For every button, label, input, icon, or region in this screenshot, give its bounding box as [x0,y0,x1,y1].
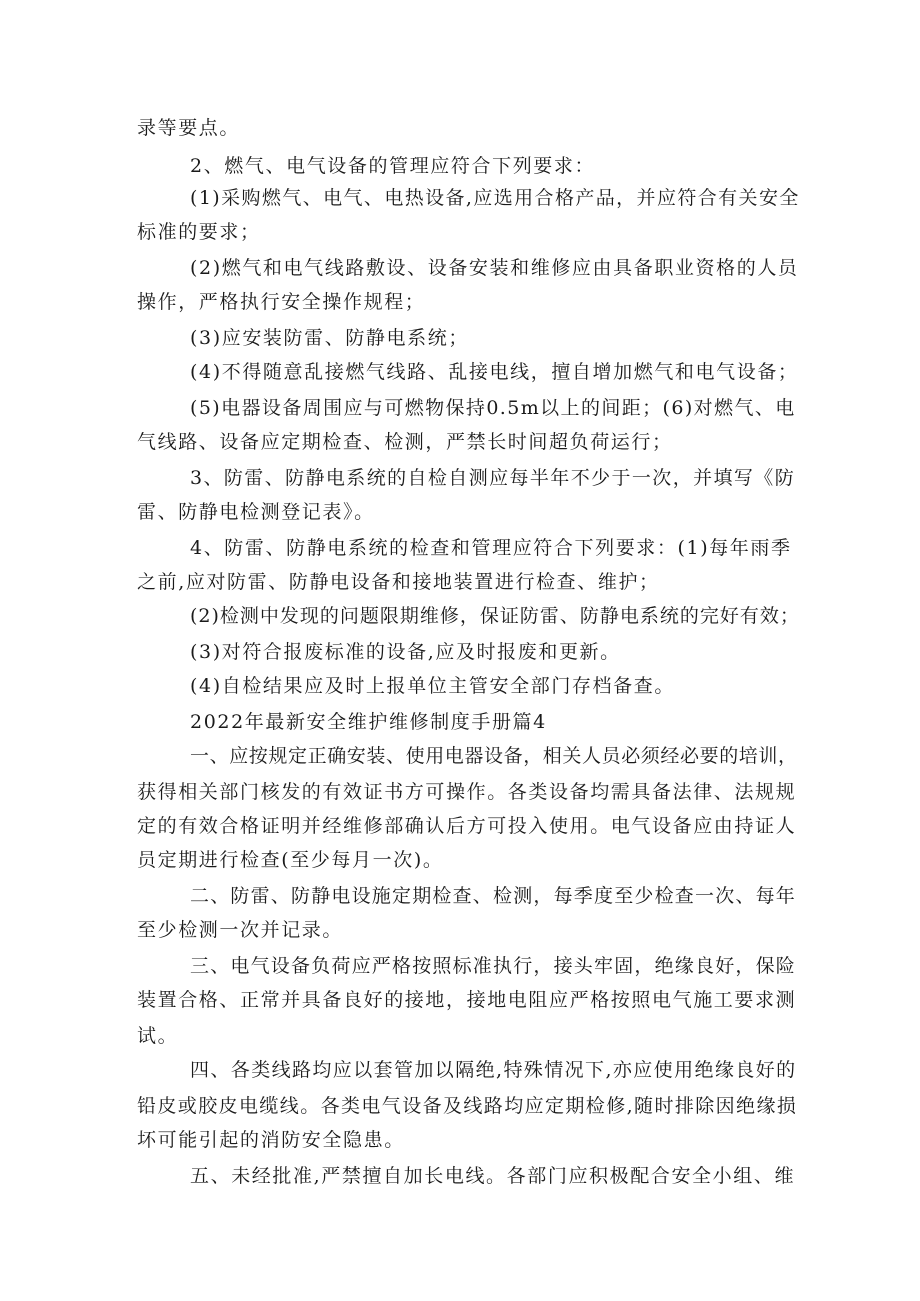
text-line: 气线路、设备应定期检查、检测，严禁长时间超负荷运行； [137,431,673,453]
text-line: (2)检测中发现的问题限期维修，保证防雷、防静电系统的完好有效； [190,605,800,627]
text-line: 之前,应对防雷、防静电设备和接地装置进行检查、维护； [137,571,660,593]
text-line: 一、应按规定正确安装、使用电器设备，相关人员必须经必要的培训， [190,745,798,767]
text-line: (2)燃气和电气线路敷设、设备安装和维修应由具备职业资格的人员 [190,257,799,279]
text-line: 坏可能引起的消防安全隐患。 [137,1129,405,1151]
text-line: 3、防雷、防静电系统的自检自测应每半年不少于一次，并填写《防 [190,467,796,489]
text-line: 二、防雷、防静电设施定期检查、检测，每季度至少检查一次、每年 [190,885,797,907]
text-line: (1)采购燃气、电气、电热设备,应选用合格产品，并应符合有关安全 [190,187,800,209]
text-line: 雷、防静电检测登记表》。 [137,501,375,523]
text-line: 标准的要求； [137,221,261,243]
text-line: 2、燃气、电气设备的管理应符合下列要求： [190,155,596,177]
text-line: 至少检测一次并记录。 [137,919,344,941]
text-line: 五、未经批准,严禁擅自加长电线。各部门应积极配合安全小组、维 [190,1165,796,1187]
text-line: 四、各类线路均应以套管加以隔绝,特殊情况下,亦应使用绝缘良好的 [190,1059,797,1081]
text-line: (4)自检结果应及时上报单位主管安全部门存档备查。 [190,675,675,697]
text-line: 获得相关部门核发的有效证书方可操作。各类设备均需具备法律、法规规 [137,781,797,803]
text-line: (3)对符合报废标准的设备,应及时报废和更新。 [190,641,621,663]
text-line: 试。 [137,1025,179,1047]
text-line: (4)不得随意乱接燃气线路、乱接电线，擅自增加燃气和电气设备； [190,361,799,383]
text-line: 录等要点。 [137,117,241,139]
text-line: 操作，严格执行安全操作规程； [137,291,426,313]
text-line: (5)电器设备周围应与可燃物保持0.5m以上的间距；(6)对燃气、电 [190,397,796,419]
text-line: 定的有效合格证明并经维修部确认后方可投入使用。电气设备应由持证人 [137,815,797,837]
section-heading: 2022年最新安全维护维修制度手册篇4 [190,711,547,733]
text-line: 员定期进行检查(至少每月一次)。 [137,849,444,871]
text-line: 4、防雷、防静电系统的检查和管理应符合下列要求：(1)每年雨季 [190,537,792,559]
text-line: (3)应安装防雷、防静电系统； [190,327,469,349]
text-line: 三、电气设备负荷应严格按照标准执行，接头牢固，绝缘良好，保险 [190,955,797,977]
text-line: 装置合格、正常并具备良好的接地，接地电阻应严格按照电气施工要求测 [137,989,797,1011]
text-line: 铅皮或胶皮电缆线。各类电气设备及线路均应定期检修,随时排除因绝缘损 [137,1095,798,1117]
